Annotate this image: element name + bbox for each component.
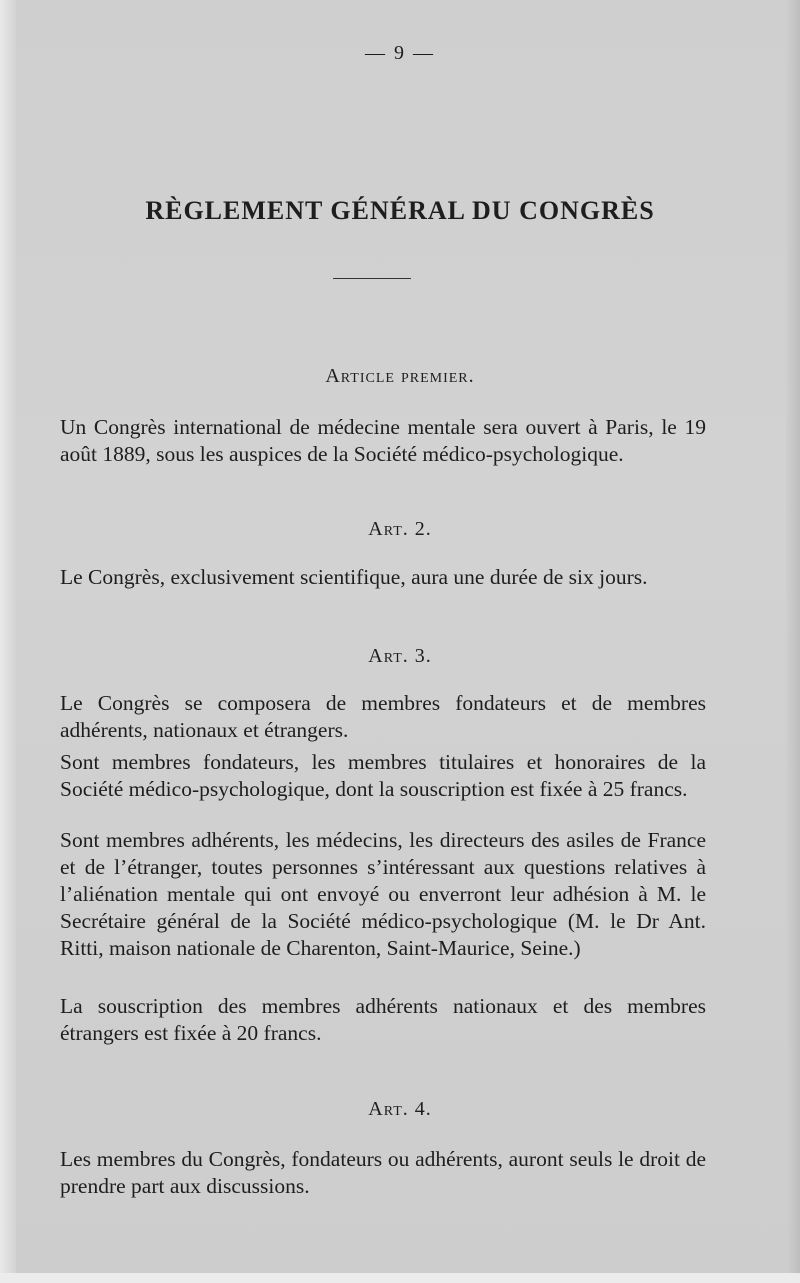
article-3-paragraph-1: Le Congrès se composera de membres fondateurs et de membres adhérents, nationaux et étrangers.	[60, 691, 706, 742]
page-title: RÈGLEMENT GÉNÉRAL DU CONGRÈS	[145, 196, 655, 225]
article-3-paragraph-2: Sont membres fondateurs, les membres titulaires et honoraires de la Société médico-psychologique, dont la souscription est fixée à 25 francs.	[60, 750, 706, 801]
article-3-paragraph-4: La souscription des membres adhérents nationaux et des membres étrangers est fixée à 20 francs.	[60, 994, 706, 1045]
page-edge-bottom	[0, 1273, 800, 1283]
title-rule	[333, 278, 411, 279]
article-3-paragraph-3: Sont membres adhérents, les médecins, les directeurs des asiles de France et de l’étranger, toutes personnes s’intéressant aux questions relatives à l’aliénation mentale qui ont envoyé ou enverront leur adhésion à M. le Secrétaire général de la Société médico-psychologique (M. le Dr Ant. Ritti, maison nationale de Charenton, Saint-Maurice, Seine.)	[60, 828, 706, 960]
article-1-paragraph: Un Congrès international de médecine mentale sera ouvert à Paris, le 19 août 1889, sous les auspices de la Société médico-psychologique.	[60, 415, 706, 466]
page-edge-left	[0, 0, 16, 1283]
article-heading-2: Art. 2.	[368, 518, 432, 540]
page-number: — 9 —	[365, 42, 435, 64]
article-heading-1: Article premier.	[325, 365, 475, 387]
article-heading-4: Art. 4.	[368, 1098, 432, 1120]
article-2-paragraph: Le Congrès, exclusivement scientifique, aura une durée de six jours.	[60, 565, 648, 589]
page-edge-right	[786, 0, 800, 1283]
article-heading-3: Art. 3.	[368, 645, 432, 667]
article-4-paragraph: Les membres du Congrès, fondateurs ou adhérents, auront seuls le droit de prendre part aux discussions.	[60, 1147, 706, 1198]
